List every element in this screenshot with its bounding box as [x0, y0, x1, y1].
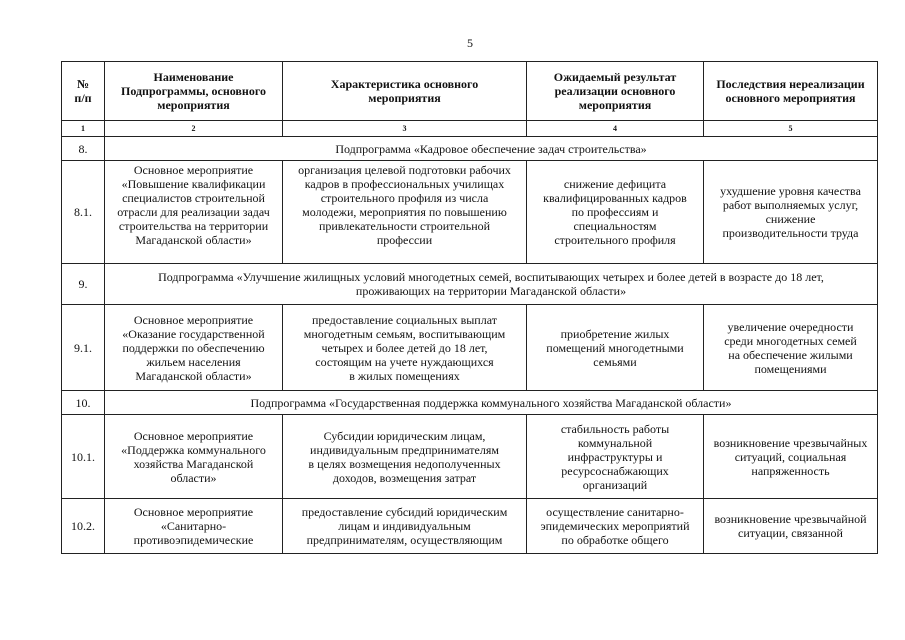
header-result: Ожидаемый результат реализации основного мероприятия [527, 62, 704, 121]
activity-characteristic: организация целевой подготовки рабочих кадров в профессиональных училищах строительного профиля из числа молодежи, мероприятия по повышению привлекательности строительной профессии [283, 161, 527, 264]
activity-characteristic: предоставление социальных выплат многодетным семьям, воспитывающим четырех и более детей до 18 лет, состоящим на учете нуждающихся в жилых помещениях [283, 305, 527, 391]
activity-name: Основное мероприятие «Повышение квалификации специалистов строительной отрасли для реализации задач строительства на территории Магаданской области» [105, 161, 283, 264]
row-number: 8.1. [62, 161, 105, 264]
row-number: 10. [62, 391, 105, 415]
row-number: 8. [62, 137, 105, 161]
activity-result: приобретение жилых помещений многодетными семьями [527, 305, 704, 391]
column-number: 4 [527, 121, 704, 137]
header-row [62, 62, 878, 121]
subprogram-row [62, 264, 878, 305]
row-number: 10.2. [62, 499, 105, 554]
activity-row [62, 499, 878, 554]
activity-consequence: увеличение очередности среди многодетных семей на обеспечение жилыми помещениями [704, 305, 878, 391]
activity-result: осуществление санитарно- эпидемических мероприятий по обработке общего [527, 499, 704, 554]
column-number: 5 [704, 121, 878, 137]
activity-name: Основное мероприятие «Санитарно- противоэпидемические [105, 499, 283, 554]
subprogram-title: Подпрограмма «Улучшение жилищных условий многодетных семей, воспитывающих четырех и более детей в возрасте до 18 лет, проживающих на территории Магаданской области» [105, 264, 878, 305]
column-number-row [62, 121, 878, 137]
column-number: 2 [105, 121, 283, 137]
header-characteristic: Характеристика основного мероприятия [283, 62, 527, 121]
subprogram-title: Подпрограмма «Государственная поддержка коммунального хозяйства Магаданской области» [105, 391, 878, 415]
row-number: 9.1. [62, 305, 105, 391]
subprogram-row [62, 391, 878, 415]
activity-characteristic: предоставление субсидий юридическим лицам и индивидуальным предпринимателям, осуществляющим [283, 499, 527, 554]
header-name: Наименование Подпрограммы, основного мероприятия [105, 62, 283, 121]
activity-row [62, 161, 878, 264]
page-number: 5 [467, 36, 473, 50]
activity-characteristic: Субсидии юридическим лицам, индивидуальным предпринимателям в целях возмещения недополученных доходов, возмещения затрат [283, 415, 527, 499]
activity-row [62, 305, 878, 391]
activity-name: Основное мероприятие «Поддержка коммунального хозяйства Магаданской области» [105, 415, 283, 499]
activity-result: стабильность работы коммунальной инфраструктуры и ресурсоснабжающих организаций [527, 415, 704, 499]
subprogram-title: Подпрограмма «Кадровое обеспечение задач строительства» [105, 137, 878, 161]
program-activities-table [61, 61, 878, 554]
row-number: 10.1. [62, 415, 105, 499]
header-consequence: Последствия нереализации основного мероприятия [704, 62, 878, 121]
subprogram-row [62, 137, 878, 161]
activity-consequence: возникновение чрезвычайных ситуаций, социальная напряженность [704, 415, 878, 499]
column-number: 3 [283, 121, 527, 137]
activity-name: Основное мероприятие «Оказание государственной поддержки по обеспечению жильем населения Магаданской области» [105, 305, 283, 391]
activity-consequence: ухудшение уровня качества работ выполняемых услуг, снижение производительности труда [704, 161, 878, 264]
header-number: № п/п [62, 62, 105, 121]
activity-row [62, 415, 878, 499]
column-number: 1 [62, 121, 105, 137]
activity-consequence: возникновение чрезвычайной ситуации, связанной [704, 499, 878, 554]
row-number: 9. [62, 264, 105, 305]
activity-result: снижение дефицита квалифицированных кадров по профессиям и специальностям строительного профиля [527, 161, 704, 264]
